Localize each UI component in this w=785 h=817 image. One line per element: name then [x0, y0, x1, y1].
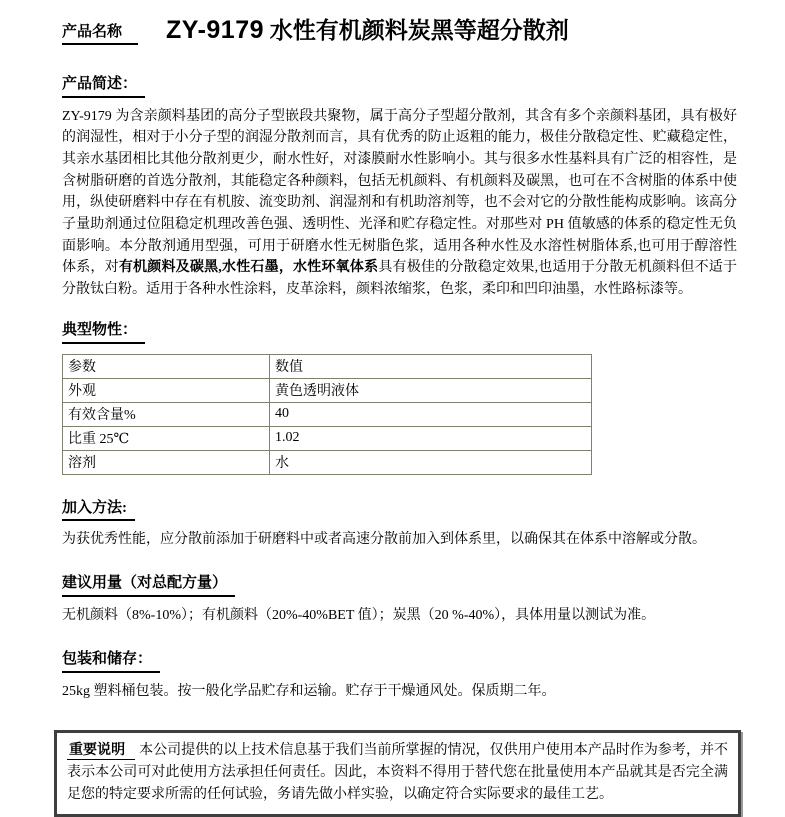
- packaging-text: 25kg 塑料桶包装。按一般化学品贮存和运输。贮存于干燥通风处。保质期二年。: [62, 683, 556, 699]
- table-row: [63, 378, 592, 402]
- section-heading-method-label: 加入方法:: [62, 499, 135, 522]
- intro-text-bold: 有机颜料及碳黑,水性石墨，水性环氧体系: [118, 260, 379, 276]
- section-heading-properties-label: 典型物性：: [62, 321, 145, 344]
- dosage-text: 无机颜料（8%-10%）；有机颜料（20%-40%BET 值）；炭黑（20 %-40%），具体用量以测试为准。: [62, 608, 656, 624]
- product-title-text: 水性有机颜料炭黑等超分散剂: [264, 18, 569, 43]
- section-heading-intro-label: 产品简述：: [62, 75, 145, 98]
- important-notice-box: [54, 730, 741, 817]
- table-cell-value: 1.02: [270, 426, 592, 450]
- section-heading-dosage-label: 建议用量（对总配方量）: [62, 574, 235, 597]
- table-row: [63, 402, 592, 426]
- section-heading-dosage: [62, 574, 737, 597]
- intro-text-2: 具有极佳的分散稳定效果,也适用于分散无机颜料但不适于分散钛白粉。适用于各种水性涂料，皮革涂料，颜料浓缩浆，色浆，柔印和凹印油墨，水性路标漆等。: [62, 260, 738, 298]
- table-header-value: 数值: [270, 354, 592, 378]
- table-cell-param: 比重 25℃: [63, 426, 270, 450]
- table-cell-param: 外观: [63, 378, 270, 402]
- table-row: [63, 450, 592, 474]
- table-cell-value: 40: [270, 402, 592, 426]
- method-text: 为获优秀性能，应分散前添加于研磨料中或者高速分散前加入到体系里，以确保其在体系中溶解或分散。: [62, 532, 706, 548]
- section-properties: [62, 321, 737, 475]
- intro-paragraph: [62, 106, 737, 301]
- table-header-param: 参数: [63, 354, 270, 378]
- section-heading-properties: [62, 321, 737, 344]
- section-heading-packaging: [62, 650, 737, 673]
- table-cell-value: 水: [270, 450, 592, 474]
- section-heading-method: [62, 499, 737, 522]
- table-cell-param: 溶剂: [63, 450, 270, 474]
- properties-table: [62, 354, 592, 475]
- table-cell-value: 黄色透明液体: [270, 378, 592, 402]
- section-heading-intro: [62, 75, 737, 98]
- table-cell-param: 有效含量%: [63, 402, 270, 426]
- document-header: [62, 16, 737, 45]
- section-packaging: [62, 650, 737, 702]
- section-intro: [62, 75, 737, 301]
- table-row: [63, 426, 592, 450]
- section-dosage: [62, 574, 737, 626]
- intro-text-1: ZY-9179 为含亲颜料基团的高分子型嵌段共聚物，属于高分子型超分散剂，其含有多个亲颜料基团，具有极好的润湿性，相对于小分子型的润湿分散剂而言，具有优秀的防止返粗的能力，极佳分散稳定性、贮藏稳定性，其亲水基团相比其他分散剂更少，耐水性好，对漆膜耐水性影响小。其与很多水性基料具有广泛的相容性，是含树脂研磨的首选分散剂，其能稳定各种颜料，包括无机颜料、有机颜料及碳黑，也可在不含树脂的体系中使用，纵使研磨料中存在有机胺、流变助剂、润湿剂和有机助溶剂等，也不会对它的分散性能构成影响。该高分子量助剂通过位阻稳定机理改善色强、透明性、光泽和贮存稳定性。对那些对 PH 值敏感的体系的稳定性无负面影响。本分散剂通用型强，可用于研磨水性无树脂色浆，适用各种水性及水溶性树脂体系,也可用于醇溶性体系，对: [62, 108, 737, 276]
- notice-text: 本公司提供的以上技术信息基于我们当前所掌握的情况，仅供用户使用本产品时作为参考，并不表示本公司可对此使用方法承担任何责任。因此，本资料不得用于替代您在批量使用本产品就其是否完全满足您的特定要求所需的任何试验，务请先做小样实验，以确定符合实际要求的最佳工艺。: [67, 742, 729, 802]
- product-name-label: 产品名称: [62, 23, 138, 45]
- section-method: [62, 499, 737, 551]
- section-heading-packaging-label: 包装和储存：: [62, 650, 160, 673]
- product-code: ZY-9179: [166, 16, 265, 44]
- page-title: [166, 16, 569, 45]
- notice-label: 重要说明: [67, 743, 135, 760]
- table-header-row: [63, 354, 592, 378]
